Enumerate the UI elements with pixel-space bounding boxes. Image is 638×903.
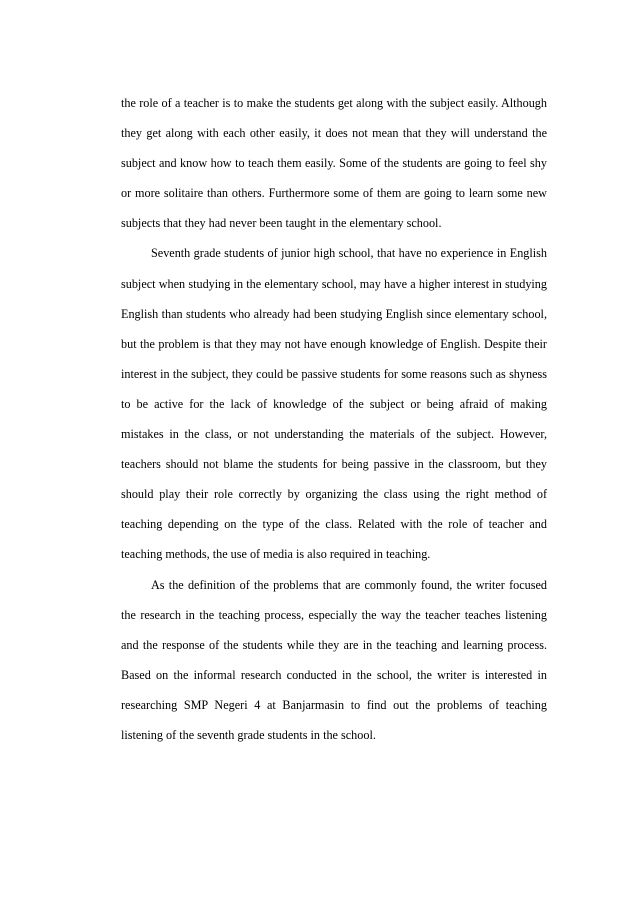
body-text (121, 88, 547, 750)
paragraph-1: the role of a teacher is to make the students get along with the subject easily. Although they get along with each other easily, it does not mean that they will understand the subject and know how to teach them easily. Some of the students are going to feel shy or more solitaire than others. Furthermore some of them are going to learn some new subjects that they had never been taught in the elementary school. (121, 96, 547, 231)
paragraph-2: Seventh grade students of junior high school, that have no experience in English subject when studying in the elementary school, may have a higher interest in studying English than students who already had been studying English since elementary school, but the problem is that they may not have enough knowledge of English. Despite their interest in the subject, they could be passive students for some reasons such as shyness to be active for the lack of knowledge of the subject or being afraid of making mistakes in the class, or not understanding the materials of the subject. However, teachers should not blame the students for being passive in the classroom, but they should play their role correctly by organizing the class using the right method of teaching depending on the type of the class. Related with the role of teacher and teaching methods, the use of media is also required in teaching. (121, 246, 547, 562)
paragraph-3: As the definition of the problems that are commonly found, the writer focused the research in the teaching process, especially the way the teacher teaches listening and the response of the students while they are in the teaching and learning process. Based on the informal research conducted in the school, the writer is interested in researching SMP Negeri 4 at Banjarmasin to find out the problems of teaching listening of the seventh grade students in the school. (121, 577, 547, 742)
